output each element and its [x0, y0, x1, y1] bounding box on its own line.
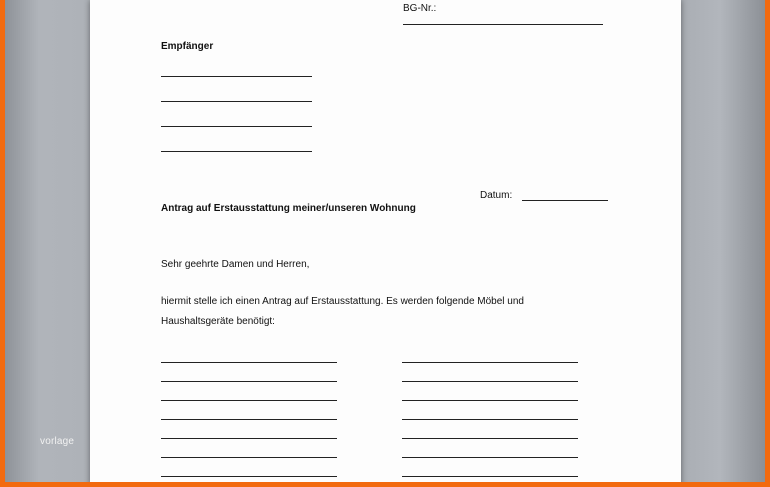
bg-nr-label: BG-Nr.: — [403, 3, 437, 14]
item-line-right-5 — [402, 438, 578, 439]
viewer-background-left — [5, 0, 90, 482]
recipient-heading: Empfänger — [161, 41, 214, 52]
item-line-right-1 — [402, 362, 578, 363]
recipient-line-3 — [161, 126, 312, 127]
item-line-left-2 — [161, 381, 337, 382]
recipient-line-4 — [161, 151, 312, 152]
subject-heading: Antrag auf Erstausstattung meiner/unseren Wohnung — [161, 203, 416, 214]
item-line-right-7 — [402, 476, 578, 477]
item-line-left-6 — [161, 457, 337, 458]
date-field-line — [522, 200, 608, 201]
item-line-left-7 — [161, 476, 337, 477]
viewer-background-right — [675, 0, 765, 482]
item-line-right-4 — [402, 419, 578, 420]
recipient-line-2 — [161, 101, 312, 102]
item-line-right-3 — [402, 400, 578, 401]
body-text-line-2: Haushaltsgeräte benötigt: — [161, 316, 275, 327]
item-line-right-6 — [402, 457, 578, 458]
bg-nr-field-line — [403, 24, 603, 25]
date-label: Datum: — [480, 190, 513, 201]
watermark-label: vorlage — [40, 436, 75, 447]
item-line-right-2 — [402, 381, 578, 382]
item-line-left-1 — [161, 362, 337, 363]
item-line-left-5 — [161, 438, 337, 439]
salutation-text: Sehr geehrte Damen und Herren, — [161, 259, 310, 270]
document-page — [90, 0, 681, 487]
item-line-left-3 — [161, 400, 337, 401]
recipient-line-1 — [161, 76, 312, 77]
body-text-line-1: hiermit stelle ich einen Antrag auf Erstausstattung. Es werden folgende Möbel und — [161, 296, 524, 307]
item-line-left-4 — [161, 419, 337, 420]
